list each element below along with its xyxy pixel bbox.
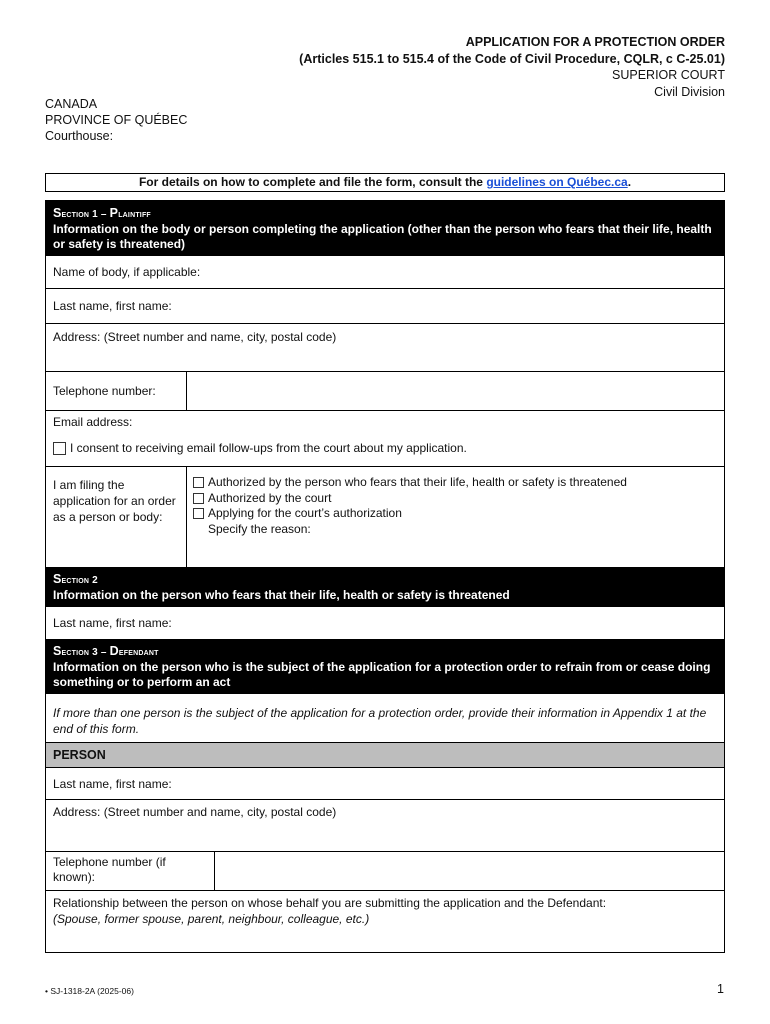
- section-3-header: [46, 639, 724, 694]
- defendant-address-field[interactable]: Address: (Street number and name, city, postal code): [46, 799, 724, 851]
- specify-reason-field[interactable]: Specify the reason:: [208, 521, 311, 536]
- form-title: APPLICATION FOR A PROTECTION ORDER: [465, 35, 725, 49]
- person-subheading: PERSON: [46, 742, 724, 767]
- option-authorized-by-court: Authorized by the court: [193, 491, 718, 507]
- consent-checkbox[interactable]: [53, 442, 66, 455]
- courthouse-field[interactable]: Courthouse:: [45, 129, 114, 143]
- option-authorized-by-person: Authorized by the person who fears that their life, health or safety is threatened: [193, 475, 718, 491]
- option-applying-authorization: Applying for the court’s authorization: [193, 506, 718, 522]
- filing-label: I am filing the application for an order as a person or body:: [46, 467, 187, 567]
- plaintiff-email-row: [46, 410, 724, 466]
- protected-person-name-field[interactable]: Last name, first name:: [53, 616, 172, 630]
- filing-capacity-row: [46, 466, 724, 567]
- filing-options: [187, 467, 724, 567]
- defendant-telephone-row: [46, 851, 724, 890]
- section-2-header: [46, 567, 724, 607]
- guidelines-text: For details on how to complete and file the form, consult the: [138, 175, 487, 189]
- plaintiff-name-field[interactable]: Last name, first name:: [46, 288, 724, 323]
- section-1-heading: Information on the body or person completing the application (other than the person who fears that their life, health or safety is threatened): [53, 222, 712, 251]
- guidelines-notice: For details on how to complete and file the form, consult the guidelines on Québec.ca.: [45, 173, 725, 192]
- defendant-telephone-label: Telephone number (if known):: [46, 852, 215, 890]
- country: CANADA: [45, 97, 98, 111]
- body-name-field[interactable]: Name of body, if applicable:: [53, 265, 201, 279]
- consent-label: I consent to receiving email follow-ups from the court about my application.: [70, 441, 467, 455]
- applying-authorization-checkbox[interactable]: [193, 508, 204, 519]
- page-number: 1: [717, 982, 724, 996]
- section-3-tag: Section 3 – Defendant: [53, 644, 159, 658]
- province: PROVINCE OF QUÉBEC: [45, 113, 188, 127]
- authorized-court-checkbox[interactable]: [193, 493, 204, 504]
- section-3-heading: Information on the person who is the subject of the application for a protection order to refrain from or cease doing something or to perform an act: [53, 660, 711, 689]
- plaintiff-email-field[interactable]: Email address:: [53, 415, 133, 429]
- application-form: [45, 200, 725, 953]
- relationship-hint: (Spouse, former spouse, parent, neighbour, colleague, etc.): [53, 912, 370, 926]
- plaintiff-address-field[interactable]: Address: (Street number and name, city, postal code): [46, 323, 724, 371]
- section-2-heading: Information on the person who fears that their life, health or safety is threatened: [53, 588, 510, 602]
- form-subtitle: (Articles 515.1 to 515.4 of the Code of Civil Procedure, CQLR, c C-25.01): [299, 51, 725, 66]
- telephone-label: Telephone number:: [46, 372, 187, 410]
- relationship-label: Relationship between the person on whose behalf you are submitting the application and the Defendant:: [53, 896, 607, 910]
- plaintiff-telephone-input[interactable]: [187, 372, 724, 410]
- multiple-defendants-note: If more than one person is the subject of the application for a protection order, provide their information in Appendix 1 at the end of this form.: [53, 706, 707, 736]
- form-code: • SJ-1318-2A (2025-06): [45, 986, 134, 996]
- plaintiff-telephone-row: [46, 371, 724, 410]
- document-header: [299, 34, 725, 100]
- jurisdiction-block: [45, 96, 187, 144]
- defendant-telephone-input[interactable]: [215, 852, 724, 890]
- guidelines-link[interactable]: guidelines on Québec.ca: [486, 175, 628, 189]
- relationship-field[interactable]: [46, 890, 724, 952]
- section-2-tag: Section 2: [53, 572, 98, 586]
- section-1-tag: Section 1 – Plaintiff: [53, 206, 151, 220]
- court-name: SUPERIOR COURT: [612, 68, 725, 82]
- authorized-person-checkbox[interactable]: [193, 477, 204, 488]
- section-1-header: [46, 201, 724, 256]
- court-division: Civil Division: [654, 84, 725, 99]
- email-consent: [53, 441, 717, 455]
- defendant-name-field[interactable]: Last name, first name:: [46, 767, 724, 799]
